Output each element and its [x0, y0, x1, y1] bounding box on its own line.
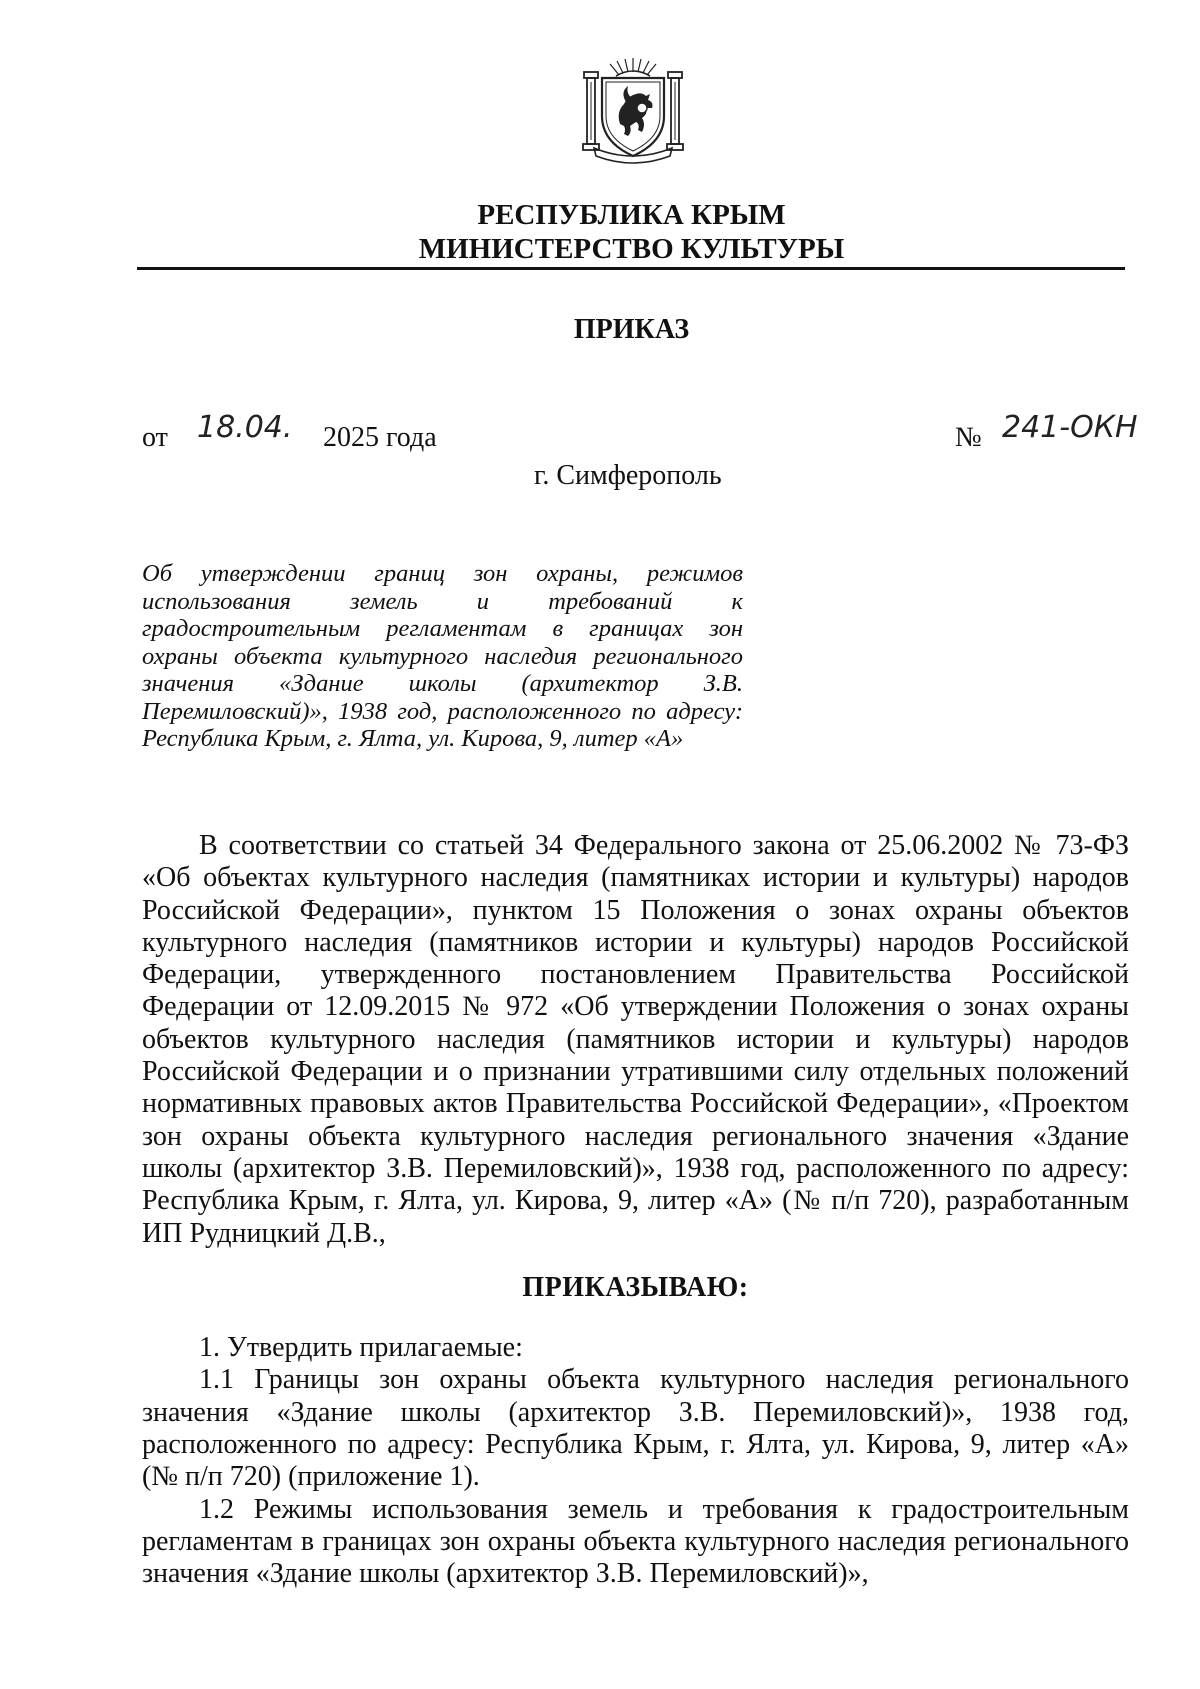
header-ministry: МИНИСТЕРСТВО КУЛЬТУРЫ	[418, 233, 845, 265]
header-republic: РЕСПУБЛИКА КРЫМ	[477, 199, 786, 231]
item-1-2: 1.2 Режимы использования земель и требования к градостроительным регламентам в границах зон охраны объекта культурного наследия регионального значения «Здание школы (архитектор З.В. Перемиловский)»,	[142, 1493, 1129, 1590]
crimea-coat-of-arms-icon	[576, 52, 690, 164]
order-word: ПРИКАЗЫВАЮ:	[522, 1271, 749, 1303]
order-body	[142, 830, 1129, 1591]
date-year: 2025 года	[323, 422, 437, 453]
preamble-paragraph: В соответствии со статьей 34 Федерального закона от 25.06.2002 № 73-ФЗ «Об объектах культурного наследия (памятниках истории и культуры) народов Российской Федерации», пунктом 15 Положения о зонах охраны объектов культурного наследия (памятников истории и культуры) народов Российской Федерации, утвержденного постановлением Правительства Российской Федерации от 12.09.2015 № 972 «Об утверждении Положения о зонах охраны объектов культурного наследия (памятников истории и культуры) народов Российской Федерации и о признании утратившими силу отдельных положений нормативных правовых актов Правительства Российской Федерации», «Проектом зон охраны объекта культурного наследия регионального значения «Здание школы (архитектор З.В. Перемиловский)», 1938 год, расположенного по адресу: Республика Крым, г. Ялта, ул. Кирова, 9, литер «А» (№ п/п 720), разработанным ИП Рудницкий Д.В.,	[142, 830, 1129, 1249]
item-1: 1. Утвердить прилагаемые:	[199, 1332, 523, 1364]
item-1-1: 1.1 Границы зон охраны объекта культурного наследия регионального значения «Здание школы (архитектор З.В. Перемиловский)», 1938 год, расположенного по адресу: Республика Крым, г. Ялта, ул. Кирова, 9, литер «А» (№ п/п 720) (приложение 1).	[142, 1364, 1129, 1493]
document-type-title: ПРИКАЗ	[573, 314, 690, 345]
ministry-header	[140, 198, 1123, 266]
number-sign: №	[955, 422, 982, 453]
date-prefix: от	[142, 422, 168, 453]
order-subject: Об утверждении границ зон охраны, режимов использования земель и требований к градостроительным регламентам в границах зон охраны объекта культурного наследия регионального значения «Здание школы (архитектор З.В. Перемиловский)», 1938 год, расположенного по адресу: Республика Крым, г. Ялта, ул. Кирова, 9, литер «А»	[142, 560, 743, 752]
handwritten-date: 18.04.	[197, 410, 293, 445]
date-number-row	[0, 410, 1200, 458]
city: г. Симферополь	[534, 460, 722, 491]
header-divider	[137, 267, 1125, 270]
handwritten-number: 241-ОКН	[1002, 410, 1138, 445]
